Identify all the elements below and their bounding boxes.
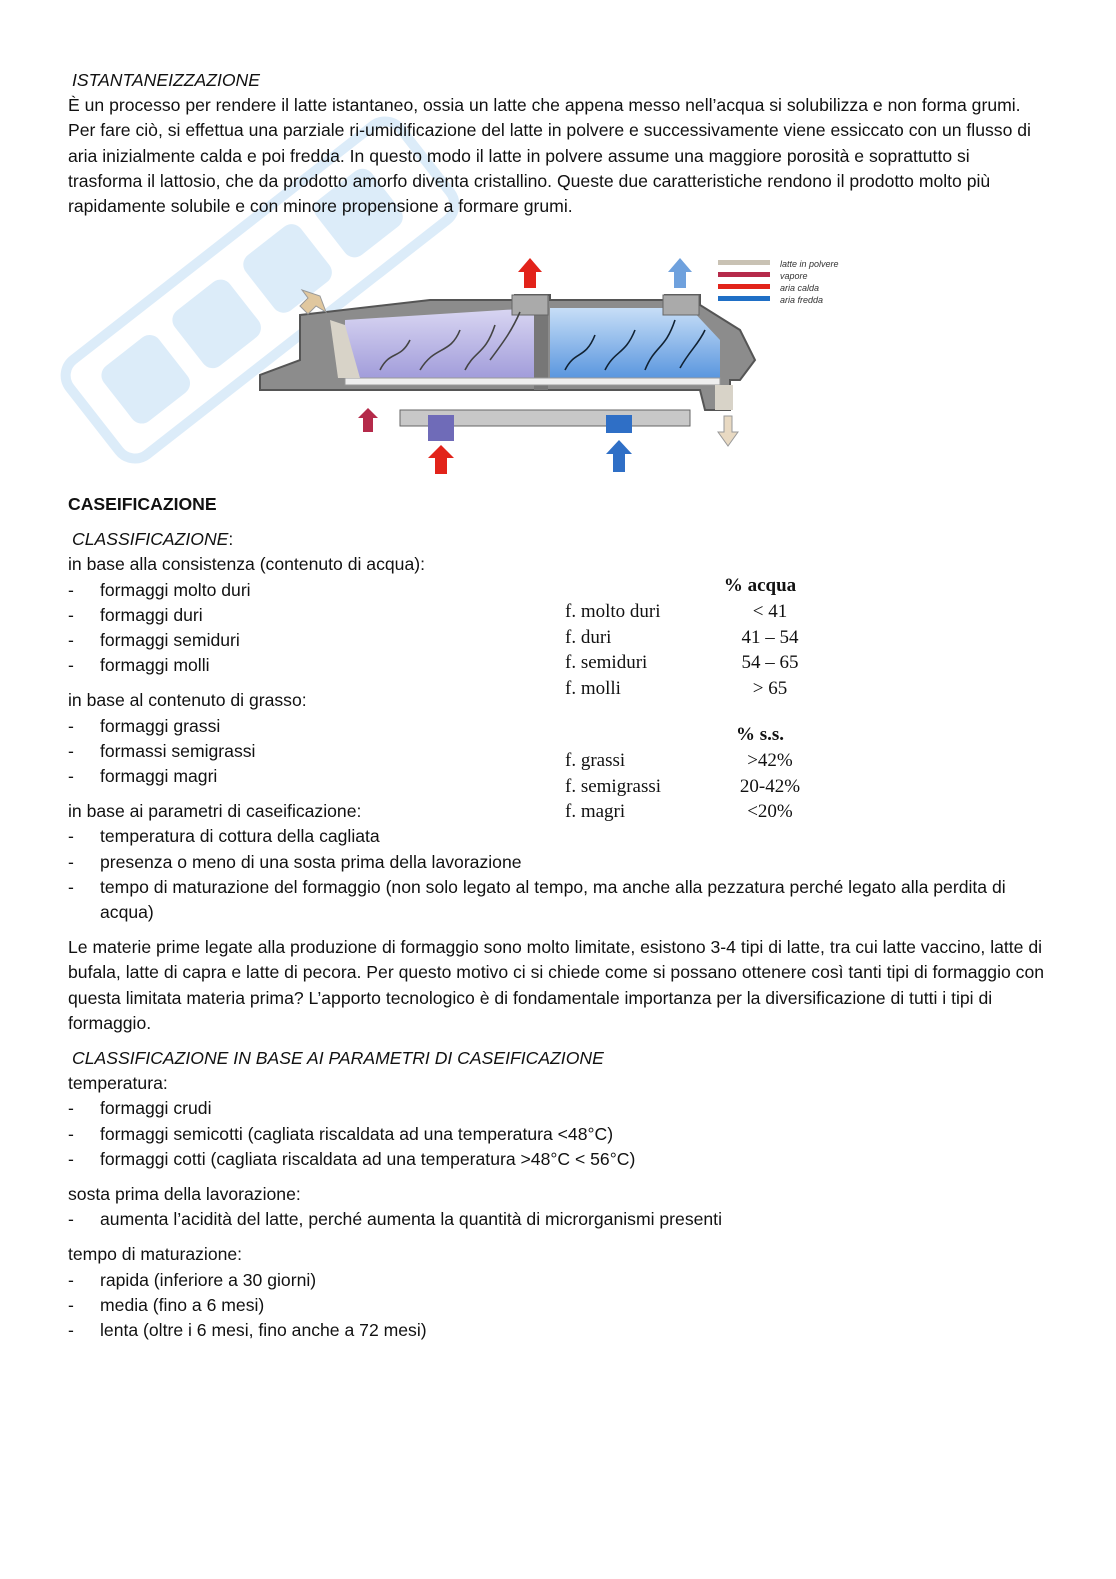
list-item: - formaggi magri (68, 764, 1048, 789)
row-label: f. duri (565, 626, 612, 648)
group-grasso-label: in base al contenuto di grasso: (68, 690, 307, 711)
list-item: - aumenta l’acidità del latte, perché aumenta la quantità di microrganismi presenti (68, 1207, 1048, 1232)
hot-air-inlet-pipe (428, 415, 454, 441)
list-item: - formaggi grassi (68, 714, 1048, 739)
list-item: - formaggi molto duri (68, 578, 1048, 603)
diagram-legend (718, 259, 839, 305)
conveyor-belt (345, 378, 720, 385)
heading-caseificazione: CASEIFICAZIONE (68, 494, 217, 514)
temperatura-label: temperatura: (68, 1073, 168, 1094)
list-sosta (68, 1207, 1048, 1232)
subheading-colon: : (228, 529, 234, 550)
row-value: 41 – 54 (741, 626, 799, 648)
table-row (565, 748, 825, 774)
arrow-hot-air-in (428, 445, 454, 474)
row-value: 54 – 65 (741, 652, 799, 673)
subheading-classificazione (68, 527, 1048, 552)
arrow-powder-in (300, 290, 326, 314)
row-label: f. magri (565, 801, 626, 822)
list-item: - rapida (inferiore a 30 giorni) (68, 1268, 1048, 1293)
row-value: <20% (747, 801, 793, 822)
paragraph-istantaneizzazione: È un processo per rendere il latte istantaneo, ossia un latte che appena messo nell’acqua si solubilizza e non forma grumi. Per fare ciò, si effettua una parziale ri-umidificazione del latte in polvere e successivamente viene essiccato con un flusso di aria inizialmente calda e poi fredda. In questo modo il latte in polvere assume una maggiore porosità e soprattutto si trasforma il lattosio, che da prodotto amorfo diventa cristallino. Queste due caratteristiche rendono il prodotto molto più rapidamente solubile e con minore propensione a formare grumi. (68, 95, 1031, 217)
list-item: - formaggi duri (68, 603, 1048, 628)
list-item: - formassi semigrassi (68, 739, 1048, 764)
legend-aria-fredda: aria fredda (780, 295, 824, 305)
chamber-divider (534, 305, 548, 390)
list-item: - media (fino a 6 mesi) (68, 1293, 1048, 1318)
powder-outlet-chute (715, 385, 733, 410)
list-item: - formaggi semicotti (cagliata riscaldata ad una temperatura <48°C) (68, 1122, 1048, 1147)
list-item: - temperatura di cottura della cagliata (68, 824, 1048, 849)
row-label: f. semigrassi (565, 775, 662, 797)
list-item: - lenta (oltre i 6 mesi, fino anche a 72 mesi) (68, 1318, 1048, 1343)
subheading-text: CLASSIFICAZIONE (72, 529, 229, 550)
chamber-hot (345, 308, 535, 385)
row-label: f. semiduri (565, 652, 648, 673)
list-item: - formaggi molli (68, 653, 1048, 678)
arrow-exhaust-cold (668, 258, 692, 288)
table-row (565, 676, 825, 702)
row-value: 20-42% (739, 775, 801, 797)
table-row (565, 799, 825, 825)
group-parametri-label: in base ai parametri di caseificazione: (68, 801, 362, 822)
arrow-exhaust-hot (518, 258, 542, 288)
list-parametri (68, 824, 1048, 925)
sosta-label: sosta prima della lavorazione: (68, 1184, 301, 1205)
list-item: - formaggi semiduri (68, 628, 1048, 653)
list-item: - tempo di maturazione del formaggio (non solo legato al tempo, ma anche alla pezzatura perché legato alla perdita di acqua) (68, 875, 1048, 925)
row-label: f. molto duri (565, 601, 661, 622)
arrow-steam-in (358, 408, 378, 432)
legend-vapore: vapore (780, 271, 808, 281)
table-row (565, 599, 825, 625)
row-label: f. grassi (565, 750, 626, 771)
table-row (565, 625, 825, 651)
row-value: > 65 (752, 677, 788, 699)
paragraph-materie-prime: Le materie prime legate alla produzione di formaggio sono molto limitate, esistono 3-4 tipi di latte, tra cui latte vaccino, latte di bufala, latte di capra e latte di pecora. Per questo motivo ci si chiede come si possano ottenere così tanti tipi di formaggio con questa limitata materia prima? L’apporto tecnologico è di fondamentale importanza per la diversificazione di tutti i tipi di formaggio. (68, 937, 1045, 1033)
list-consistenza (68, 578, 1048, 679)
row-label: f. molli (565, 677, 621, 699)
maturazione-label: tempo di maturazione: (68, 1244, 243, 1265)
group-consistenza-label: in base alla consistenza (contenuto di acqua): (68, 554, 425, 575)
list-temperatura (68, 1096, 1048, 1172)
row-value: >42% (747, 750, 793, 771)
list-maturazione (68, 1268, 1048, 1344)
list-item: - presenza o meno di una sosta prima della lavorazione (68, 850, 1048, 875)
legend-latte-in-polvere: latte in polvere (780, 259, 839, 269)
exhaust-stack-hot (512, 295, 548, 315)
list-item: - formaggi crudi (68, 1096, 1048, 1121)
legend-aria-calda: aria calda (780, 283, 820, 293)
classification-table (565, 572, 825, 825)
section-caseificazione (68, 492, 1048, 1343)
heading-istantaneizzazione: ISTANTANEIZZAZIONE (72, 70, 260, 90)
table-row (565, 650, 825, 676)
fat-header: % s.s. (735, 724, 785, 745)
row-value: < 41 (752, 601, 788, 622)
arrow-powder-out (718, 416, 738, 446)
arrow-cold-air-in (606, 440, 632, 472)
list-grasso (68, 714, 1048, 790)
exhaust-stack-cold (663, 295, 699, 315)
cold-air-inlet-pipe (606, 415, 632, 433)
water-header: % acqua (723, 575, 797, 596)
instantizer-diagram (250, 250, 870, 482)
list-item: - formaggi cotti (cagliata riscaldata ad una temperatura >48°C < 56°C) (68, 1147, 1048, 1172)
heading-classificazione-parametri: CLASSIFICAZIONE IN BASE AI PARAMETRI DI CASEIFICAZIONE (72, 1048, 604, 1069)
section-istantaneizzazione (68, 68, 1048, 219)
table-row (565, 774, 825, 800)
